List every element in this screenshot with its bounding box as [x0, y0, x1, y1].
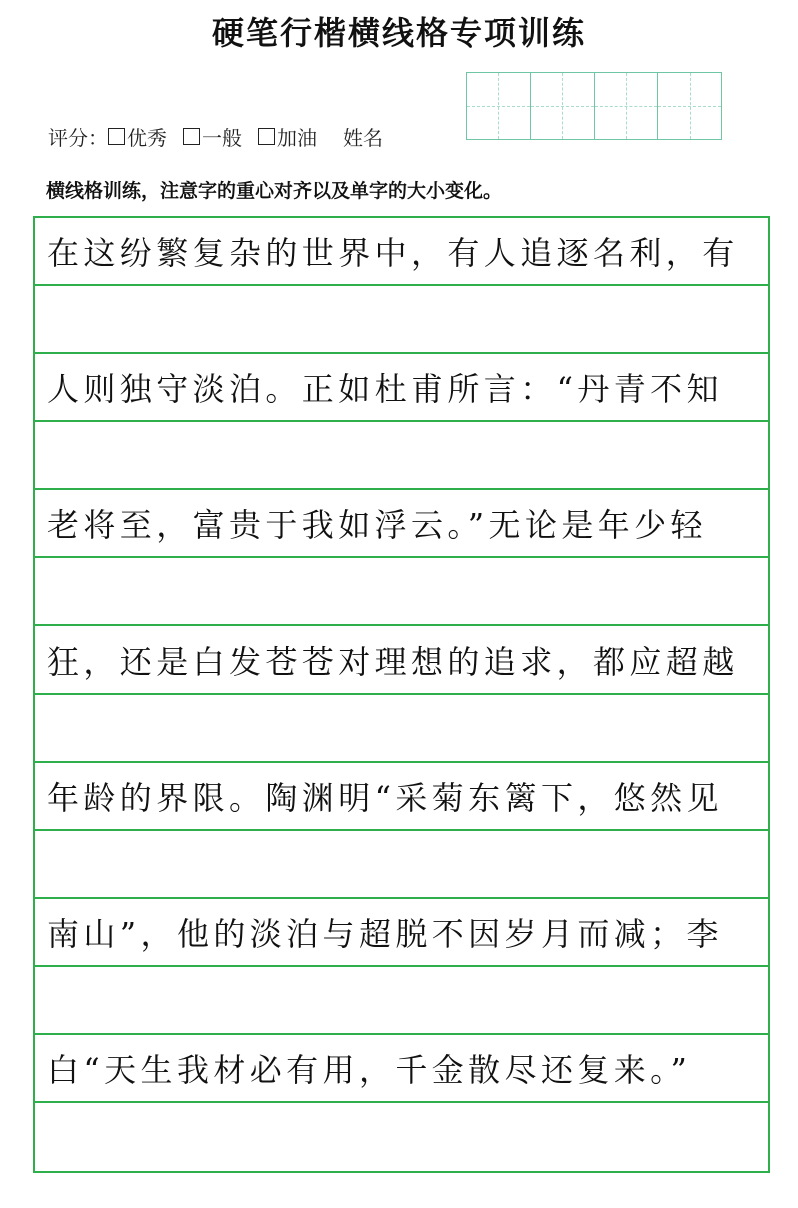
practice-line-blank[interactable] [35, 967, 768, 1035]
name-grid-cell[interactable] [595, 73, 659, 139]
score-option-label: 优秀 [127, 126, 167, 150]
checkbox[interactable] [183, 128, 200, 145]
score-option-label: 加油 [277, 126, 317, 150]
checkbox[interactable] [258, 128, 275, 145]
practice-line-blank[interactable] [35, 558, 768, 626]
name-writing-grid[interactable] [466, 72, 722, 140]
practice-line [35, 1035, 768, 1103]
score-option-average[interactable] [183, 122, 242, 151]
score-option-keep-going[interactable] [258, 122, 317, 151]
practice-line [35, 763, 768, 831]
practice-line-blank[interactable] [35, 422, 768, 490]
practice-line-blank[interactable] [35, 286, 768, 354]
practice-line [35, 899, 768, 967]
practice-line-blank[interactable] [35, 695, 768, 763]
practice-line-blank[interactable] [35, 831, 768, 899]
name-label: 姓名 [343, 126, 383, 150]
practice-line [35, 218, 768, 286]
sample-text: 人则独守淡泊。正如杜甫所言：“丹青不知 [47, 370, 723, 409]
sample-text: 南山”，他的淡泊与超脱不因岁月而减；李 [47, 914, 723, 953]
practice-line-blank[interactable] [35, 1103, 768, 1171]
sample-text: 白“天生我材必有用，千金散尽还复来。” [47, 1050, 692, 1089]
page-title: 硬笔行楷横线格专项训练 [211, 14, 586, 52]
name-grid-cell[interactable] [531, 73, 595, 139]
practice-line [35, 354, 768, 422]
sample-text: 在这纷繁复杂的世界中，有人追逐名利，有 [47, 234, 739, 273]
sample-text: 狂，还是白发苍苍对理想的追求，都应超越 [47, 642, 739, 681]
practice-line [35, 626, 768, 694]
sample-text: 老将至，富贵于我如浮云。”无论是年少轻 [47, 506, 707, 545]
practice-grid [33, 216, 770, 1173]
score-option-label: 一般 [202, 126, 242, 150]
sample-text: 年龄的界限。陶渊明“采菊东篱下，悠然见 [47, 778, 723, 817]
name-grid-cell[interactable] [467, 73, 531, 139]
score-row [48, 122, 383, 151]
score-label: 评分： [48, 126, 108, 150]
checkbox[interactable] [108, 128, 125, 145]
instruction-text: 横线格训练，注意字的重心对齐以及单字的大小变化。 [46, 180, 503, 202]
name-grid-cell[interactable] [658, 73, 721, 139]
practice-line [35, 490, 768, 558]
score-option-excellent[interactable] [108, 122, 167, 151]
